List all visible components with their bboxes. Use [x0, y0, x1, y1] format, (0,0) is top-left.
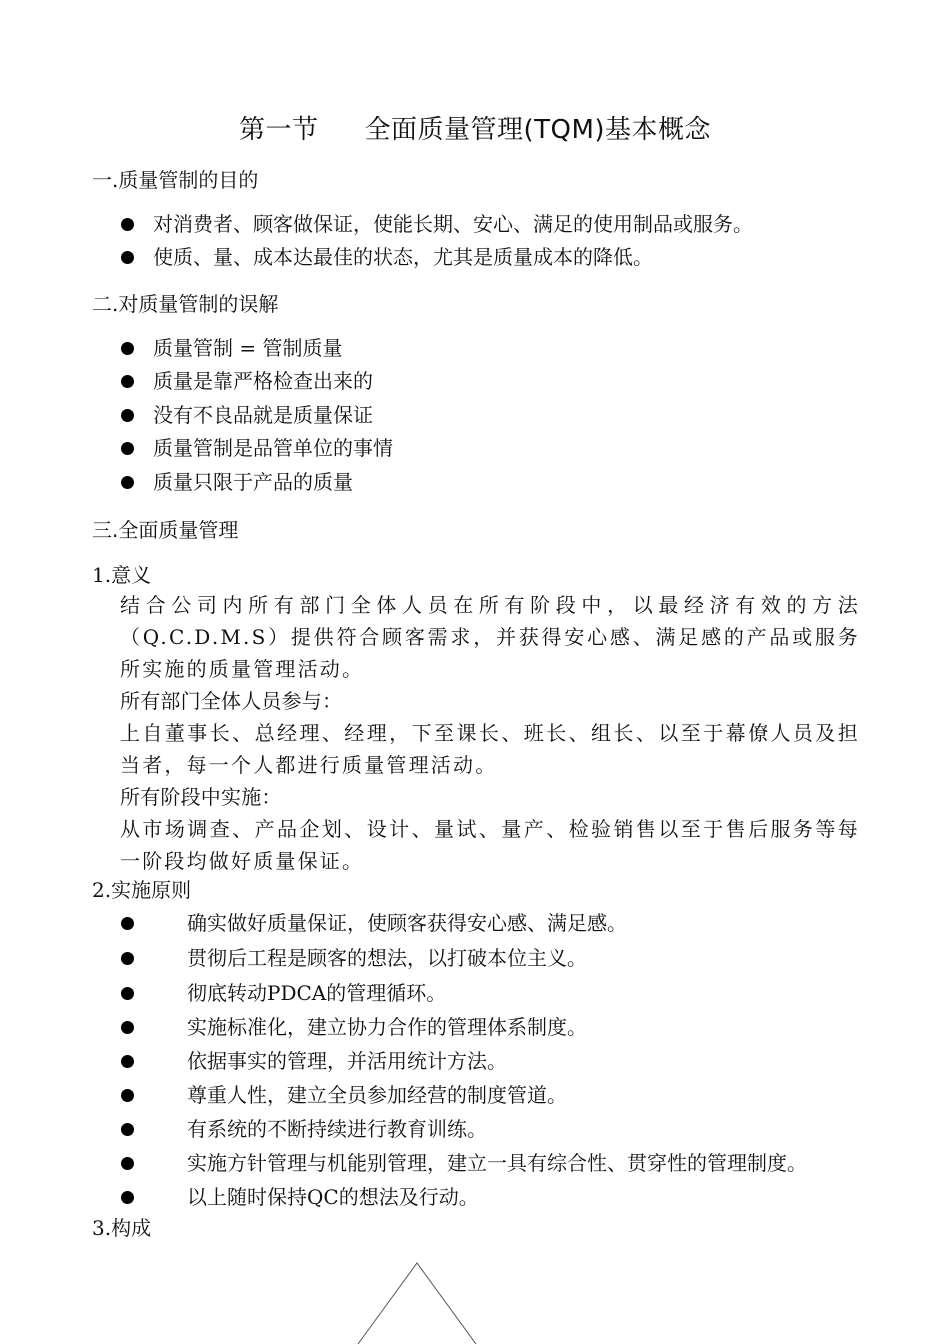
bullet-dot	[121, 987, 134, 1000]
sub1-paragraph-2: 上自董事长、总经理、经理，下至课长、班长、组长、以至于幕僚人员及担当者，每一个人都进行质量管理活动。	[120, 721, 860, 777]
triangle-outline	[358, 1263, 476, 1344]
sub2-bullet-2: 贯彻后工程是顾客的想法，以打破本位主义。	[187, 946, 587, 970]
sub2-bullet-1: 确实做好质量保证，使顾客获得安心感、满足感。	[187, 911, 627, 935]
sub2-bullet-9: 以上随时保持QC的想法及行动。	[187, 1185, 479, 1209]
section3-heading: 三.全面质量管理	[92, 518, 239, 542]
bullet-dot	[121, 1191, 134, 1204]
sub2-bullet-5: 依据事实的管理，并活用统计方法。	[187, 1049, 507, 1073]
sub2-bullet-3: 彻底转动PDCA的管理循环。	[187, 981, 447, 1005]
sub1-paragraph-1: 结合公司内所有部门全体人员在所有阶段中，以最经济有效的方法（Q.C.D.M.S）提供符合顾客需求，并获得安心感、满足感的产品或服务所实施的质量管理活动。	[120, 593, 860, 681]
title-section-number: 第一节	[238, 115, 319, 145]
section2-bullet-4: 质量管制是品管单位的事情	[153, 436, 393, 460]
bullet-dot	[121, 409, 134, 422]
page-title	[0, 112, 950, 148]
section2-bullet-3: 没有不良品就是质量保证	[153, 403, 373, 427]
bullet-dot	[121, 1055, 134, 1068]
bullet-dot	[121, 1089, 134, 1102]
sub2-heading: 2.实施原则	[92, 878, 192, 902]
sub1-label-2: 所有部门全体人员参与：	[120, 689, 343, 713]
bullet-dot	[121, 1157, 134, 1170]
section1-bullet-1: 对消费者、顾客做保证，使能长期、安心、满足的使用制品或服务。	[153, 212, 753, 236]
sub1-heading: 1.意义	[92, 563, 152, 587]
bullet-dot	[121, 476, 134, 489]
section2-bullet-5: 质量只限于产品的质量	[153, 470, 353, 494]
section1-heading: 一.质量管制的目的	[92, 168, 259, 192]
bullet-dot	[121, 442, 134, 455]
bullet-dot	[121, 1021, 134, 1034]
sub2-bullet-8: 实施方针管理与机能别管理，建立一具有综合性、贯穿性的管理制度。	[187, 1151, 807, 1175]
bullet-dot	[121, 1123, 134, 1136]
bullet-dot	[121, 342, 134, 355]
title-text: 全面质量管理(TQM)基本概念	[364, 115, 712, 145]
section2-bullet-1: 质量管制 = 管制质量	[153, 336, 343, 360]
section1-bullet-2: 使质、量、成本达最佳的状态，尤其是质量成本的降低。	[153, 245, 653, 269]
bullet-dot	[121, 952, 134, 965]
sub3-heading: 3.构成	[92, 1216, 152, 1240]
section2-bullet-2: 质量是靠严格检查出来的	[153, 369, 373, 393]
bullet-dot	[121, 917, 134, 930]
section2-heading: 二.对质量管制的误解	[92, 292, 279, 316]
sub2-bullet-4: 实施标准化，建立协力合作的管理体系制度。	[187, 1015, 587, 1039]
sub1-label-3: 所有阶段中实施：	[120, 785, 282, 809]
bullet-dot	[121, 375, 134, 388]
sub1-paragraph-3: 从市场调查、产品企划、设计、量试、量产、检验销售以至于售后服务等每一阶段均做好质量保证。	[120, 817, 860, 873]
bullet-dot	[121, 251, 134, 264]
sub2-bullet-6: 尊重人性，建立全员参加经营的制度管道。	[187, 1083, 567, 1107]
sub2-bullet-7: 有系统的不断持续进行教育训练。	[187, 1117, 487, 1141]
structure-triangle-diagram	[340, 1258, 500, 1344]
bullet-dot	[121, 218, 134, 231]
